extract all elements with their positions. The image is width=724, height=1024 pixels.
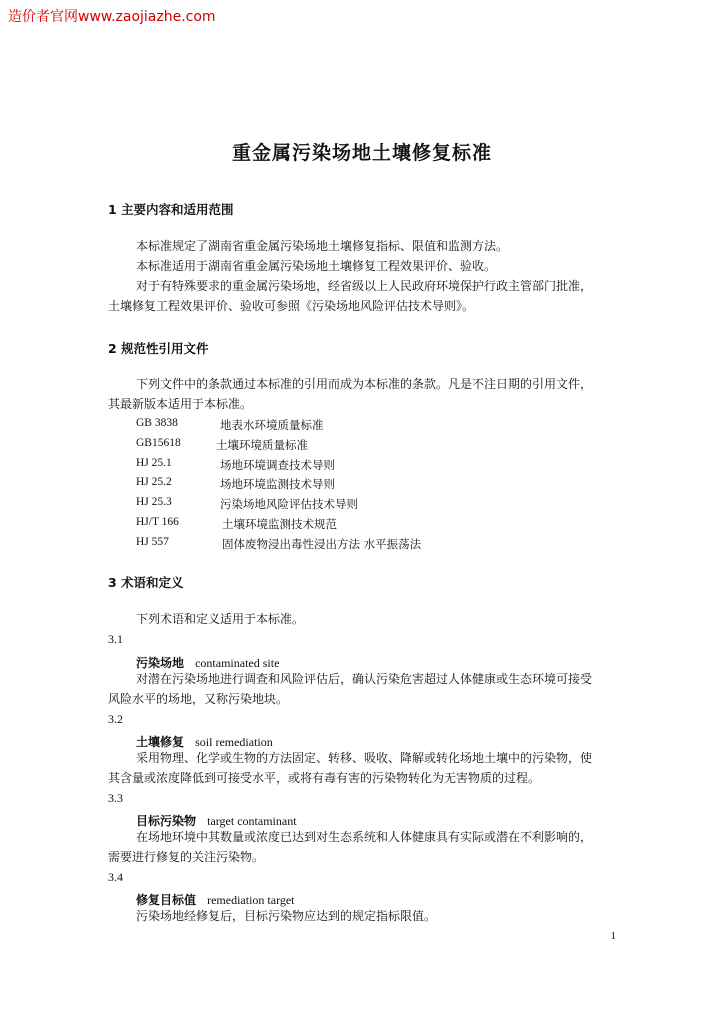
section-2-paragraph-line-1: 下列文件中的条款通过本标准的引用而成为本标准的条款。凡是不注日期的引用文件， xyxy=(136,377,593,391)
term-number: 3.4 xyxy=(108,870,123,884)
section-1-paragraph-3-line-1: 对于有特殊要求的重金属污染场地，经省级以上人民政府环境保护行政主管部门批准， xyxy=(136,279,593,293)
term-english: remediation target xyxy=(207,893,295,907)
reference-title: 固体废物浸出毒性浸出方法 水平振荡法 xyxy=(222,537,422,551)
watermark: 造价者官网www.zaojiazhe.com xyxy=(8,9,216,25)
term-chinese: 修复目标值 xyxy=(136,893,197,907)
reference-code: HJ 25.3 xyxy=(136,496,172,508)
section-1-paragraph-2: 本标准适用于湖南省重金属污染场地土壤修复工程效果评价、验收。 xyxy=(136,259,497,273)
reference-title: 地表水环境质量标准 xyxy=(220,418,324,432)
reference-code: HJ/T 166 xyxy=(136,516,179,528)
reference-title: 场地环境调查技术导则 xyxy=(220,458,335,472)
section-1-paragraph-1: 本标准规定了湖南省重金属污染场地土壤修复指标、限值和监测方法。 xyxy=(136,239,509,253)
term-chinese: 目标污染物 xyxy=(136,814,197,828)
reference-code: HJ 25.1 xyxy=(136,457,172,469)
term-number: 3.2 xyxy=(108,712,123,726)
term-chinese: 污染场地 xyxy=(136,656,185,670)
reference-code: HJ 25.2 xyxy=(136,476,172,488)
term-definition-line-1: 污染场地经修复后，目标污染物应达到的规定指标限值。 xyxy=(136,909,437,923)
section-1-heading: 1 主要内容和适用范围 xyxy=(108,202,234,217)
term-definition-line-2: 需要进行修复的关注污染物。 xyxy=(108,850,265,864)
section-1-paragraph-3-line-2: 土壤修复工程效果评价、验收可参照《污染场地风险评估技术导则》。 xyxy=(108,299,475,313)
section-3-heading: 3 术语和定义 xyxy=(108,575,184,590)
document-title: 重金属污染场地土壤修复标准 xyxy=(231,142,492,164)
reference-title: 场地环境监测技术导则 xyxy=(220,477,335,491)
term-number: 3.3 xyxy=(108,791,123,805)
term-definition-line-1: 在场地环境中其数量或浓度已达到对生态系统和人体健康具有实际或潜在不利影响的， xyxy=(136,830,593,844)
reference-code: GB15618 xyxy=(136,437,181,449)
term-english: contaminated site xyxy=(195,656,280,670)
term-number: 3.1 xyxy=(108,632,123,646)
term-definition-line-1: 采用物理、化学或生物的方法固定、转移、吸收、降解或转化场地土壤中的污染物，使 xyxy=(136,751,593,765)
reference-code: HJ 557 xyxy=(136,536,169,548)
reference-title: 土壤环境质量标准 xyxy=(216,438,308,452)
page-number: 1 xyxy=(610,930,616,942)
term-definition-line-2: 其含量或浓度降低到可接受水平，或将有毒有害的污染物转化为无害物质的过程。 xyxy=(108,771,541,785)
section-2-paragraph-line-2: 其最新版本适用于本标准。 xyxy=(108,397,253,411)
section-3-intro: 下列术语和定义适用于本标准。 xyxy=(136,612,305,626)
reference-title: 土壤环境监测技术规范 xyxy=(222,517,337,531)
term-definition-line-2: 风险水平的场地，又称污染地块。 xyxy=(108,692,289,706)
reference-title: 污染场地风险评估技术导则 xyxy=(220,497,358,511)
term-definition-line-1: 对潜在污染场地进行调查和风险评估后，确认污染危害超过人体健康或生态环境可接受 xyxy=(136,672,593,686)
term-english: target contaminant xyxy=(207,814,297,828)
section-2-heading: 2 规范性引用文件 xyxy=(108,341,209,356)
reference-code: GB 3838 xyxy=(136,417,178,429)
term-chinese: 土壤修复 xyxy=(136,735,185,749)
term-english: soil remediation xyxy=(195,735,273,749)
